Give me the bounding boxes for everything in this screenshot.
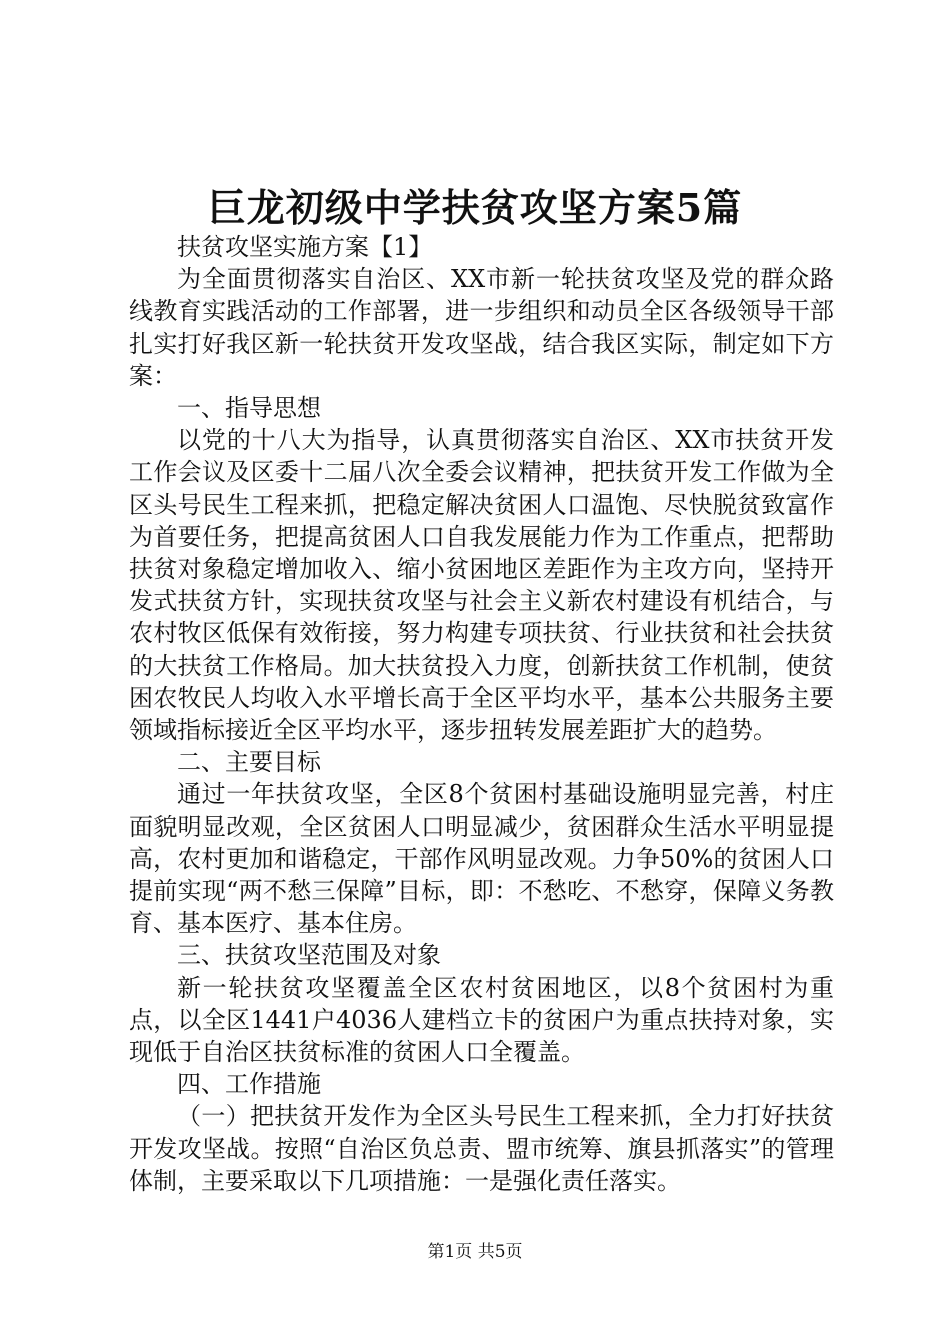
heading-scope-targets: 三、扶贫攻坚范围及对象 <box>177 941 441 970</box>
paragraph-work-measures: （一）把扶贫开发作为全区头号民生工程来抓，全力打好扶贫开发攻坚战。按照“自治区负总责、盟市统筹、旗县抓落实”的管理体制，主要采取以下几项措施：一是强化责任落实。 <box>129 1102 834 1195</box>
heading-work-measures: 四、工作措施 <box>177 1070 321 1099</box>
document-title: 巨龙初级中学扶贫攻坚方案5篇 <box>207 185 743 230</box>
section-label: 扶贫攻坚实施方案【1】 <box>177 233 433 261</box>
heading-main-goals: 二、主要目标 <box>177 748 321 777</box>
heading-guiding-ideology: 一、指导思想 <box>177 394 321 423</box>
paragraph-main-goals: 通过一年扶贫攻坚，全区8个贫困村基础设施明显完善，村庄面貌明显改观，全区贫困人口明显减少，贫困群众生活水平明显提高，农村更加和谐稳定，干部作风明显改观。力争50%的贫困人口提前实现“两不愁三保障”目标，即：不愁吃、不愁穿，保障义务教育、基本医疗、基本住房。 <box>129 780 834 938</box>
paragraph-guiding-ideology: 以党的十八大为指导，认真贯彻落实自治区、XX市扶贫开发工作会议及区委十二届八次全委会议精神，把扶贫开发工作做为全区头号民生工程来抓，把稳定解决贫困人口温饱、尽快脱贫致富作为首要任务，把提高贫困人口自我发展能力作为工作重点，把帮助扶贫对象稳定增加收入、缩小贫困地区差距作为主攻方向，坚持开发式扶贫方针，实现扶贫攻坚与社会主义新农村建设有机结合，与农村牧区低保有效衔接，努力构建专项扶贫、行业扶贫和社会扶贫的大扶贫工作格局。加大扶贫投入力度，创新扶贫工作机制，使贫困农牧民人均收入水平增长高于全区平均水平，基本公共服务主要领域指标接近全区平均水平，逐步扭转发展差距扩大的趋势。 <box>129 426 834 745</box>
intro-paragraph: 为全面贯彻落实自治区、XX市新一轮扶贫攻坚及党的群众路线教育实践活动的工作部署，进一步组织和动员全区各级领导干部扎实打好我区新一轮扶贫开发攻坚战，结合我区实际，制定如下方案： <box>129 265 834 390</box>
page-footer: 第1页 共5页 <box>427 1242 523 1262</box>
paragraph-scope-targets: 新一轮扶贫攻坚覆盖全区农村贫困地区，以8个贫困村为重点，以全区1441户4036人建档立卡的贫困户为重点扶持对象，实现低于自治区扶贫标准的贫困人口全覆盖。 <box>129 973 834 1067</box>
document-body <box>129 231 834 1197</box>
